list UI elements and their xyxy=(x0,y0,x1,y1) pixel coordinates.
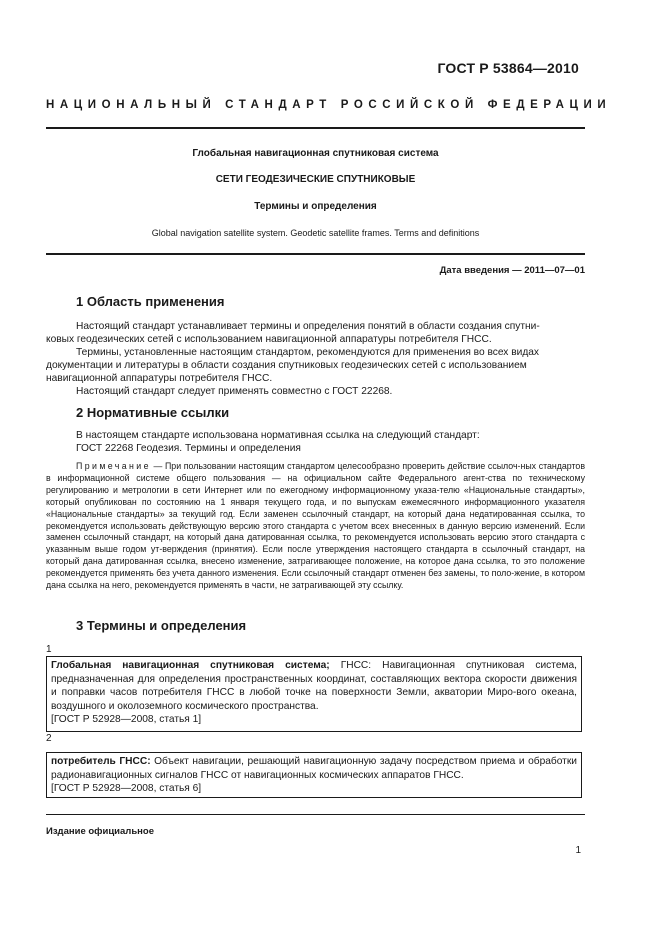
header-rule xyxy=(46,127,585,129)
s1-p2c: навигационной аппаратуры потребителя ГНСС. xyxy=(46,373,273,384)
section-2-heading: 2 Нормативные ссылки xyxy=(76,405,230,420)
footer-rule xyxy=(46,814,585,815)
s1-p1b: ковых геодезических сетей с использованием навигационной аппаратуры потребителя ГНСС. xyxy=(46,334,492,345)
term-box xyxy=(46,656,582,732)
title-rule xyxy=(46,253,585,255)
section-1-text xyxy=(46,320,585,398)
edition-label: Издание официальное xyxy=(46,826,154,837)
s1-p2b: документации и литературы в области создания спутниковых геодезических сетей с использованием xyxy=(46,360,527,371)
s1-p2a: Термины, установленные настоящим стандартом, рекомендуются для применения во всех видах xyxy=(76,347,540,358)
note-label: Примечание xyxy=(76,461,151,471)
term-reference: [ГОСТ Р 52928—2008, статья 6] xyxy=(51,783,202,794)
term-number: 2 xyxy=(46,733,52,744)
title-line-2: СЕТИ ГЕОДЕЗИЧЕСКИЕ СПУТНИКОВЫЕ xyxy=(215,174,416,185)
national-standard-heading: НАЦИОНАЛЬНЫЙ СТАНДАРТ РОССИЙСКОЙ ФЕДЕРАЦИИ xyxy=(46,99,612,111)
title-english: Global navigation satellite system. Geodetic satellite frames. Terms and definitions xyxy=(151,228,480,238)
term-definition: Объект навигации, решающий навигационную задачу посредством приема и обработки радионавигационных сигналов ГНСС от навигационных космических аппаратов ГНСС. xyxy=(51,756,577,781)
title-line-3: Термины и определения xyxy=(254,201,377,212)
section-1-heading: 1 Область применения xyxy=(76,294,225,309)
s2-p2: ГОСТ 22268 Геодезия. Термины и определения xyxy=(76,443,301,454)
gost-number: ГОСТ Р 53864—2010 xyxy=(437,60,579,76)
s2-p1: В настоящем стандарте использована нормативная ссылка на следующий стандарт: xyxy=(76,430,480,441)
note-text: — При пользовании настоящим стандартом целесообразно проверить действие ссылоч-ных стандартов в информационной системе общего пользования — на официальном сайте Федерального агент-ства по техническому регулированию и метрологии в сети Интернет или по ежегодному информационному указа-телю «Национальные стандарты», который опубликован по состоянию на 1 января текущего года, и по выпускам ежемесячного информационного указателя «Национальные стандарты» за текущий год. Если заменен ссылочный стандарт, на который дана недатированная ссылка, то рекомендуется использовать действующую версию этого стандарта с учетом всех внесенных в данную версию изменений. Если заменен ссылочный стандарт, на который дана датированная ссылка, то рекомендуется использовать версию этого стандарта с указанным выше годом ут-верждения (принятия). Если после утверждения настоящего стандарта в ссылочный стандарт, на который дана датированная ссылка, внесено изменение, затрагивающее положение, на которое дана ссылка, то это положение рекомендуется применять без учета данного изменения. Если ссылочный стандарт отменен без замены, то поло-жение, в котором дана ссылка на него, рекомендуется применять в части, не затрагивающей эту ссылку. xyxy=(46,461,585,591)
introduction-date: Дата введения — 2011—07—01 xyxy=(439,265,585,276)
term-name: Глобальная навигационная спутниковая система; xyxy=(51,660,330,671)
title-line-1: Глобальная навигационная спутниковая система xyxy=(192,148,439,159)
s1-p1a: Настоящий стандарт устанавливает термины и определения понятий в области создания спутни- xyxy=(76,321,540,332)
page-number: 1 xyxy=(575,845,581,856)
term-number: 1 xyxy=(46,644,52,655)
term-definition: ГНСС: Навигационная спутниковая система, предназначенная для определения пространственных координат, составляющих вектора скорости движения и поправки часов потребителя ГНСС в любой точке на поверхности Земли, акватории Миро-вого океана, воздушного и околоземного космического пространства. xyxy=(51,660,577,712)
section-2-note xyxy=(46,461,585,592)
section-2-text xyxy=(76,429,585,455)
term-name: потребитель ГНСС: xyxy=(51,756,151,767)
s1-p3: Настоящий стандарт следует применять совместно с ГОСТ 22268. xyxy=(76,386,393,397)
term-reference: [ГОСТ Р 52928—2008, статья 1] xyxy=(51,714,202,725)
section-3-heading: 3 Термины и определения xyxy=(76,618,247,633)
term-box xyxy=(46,752,582,798)
